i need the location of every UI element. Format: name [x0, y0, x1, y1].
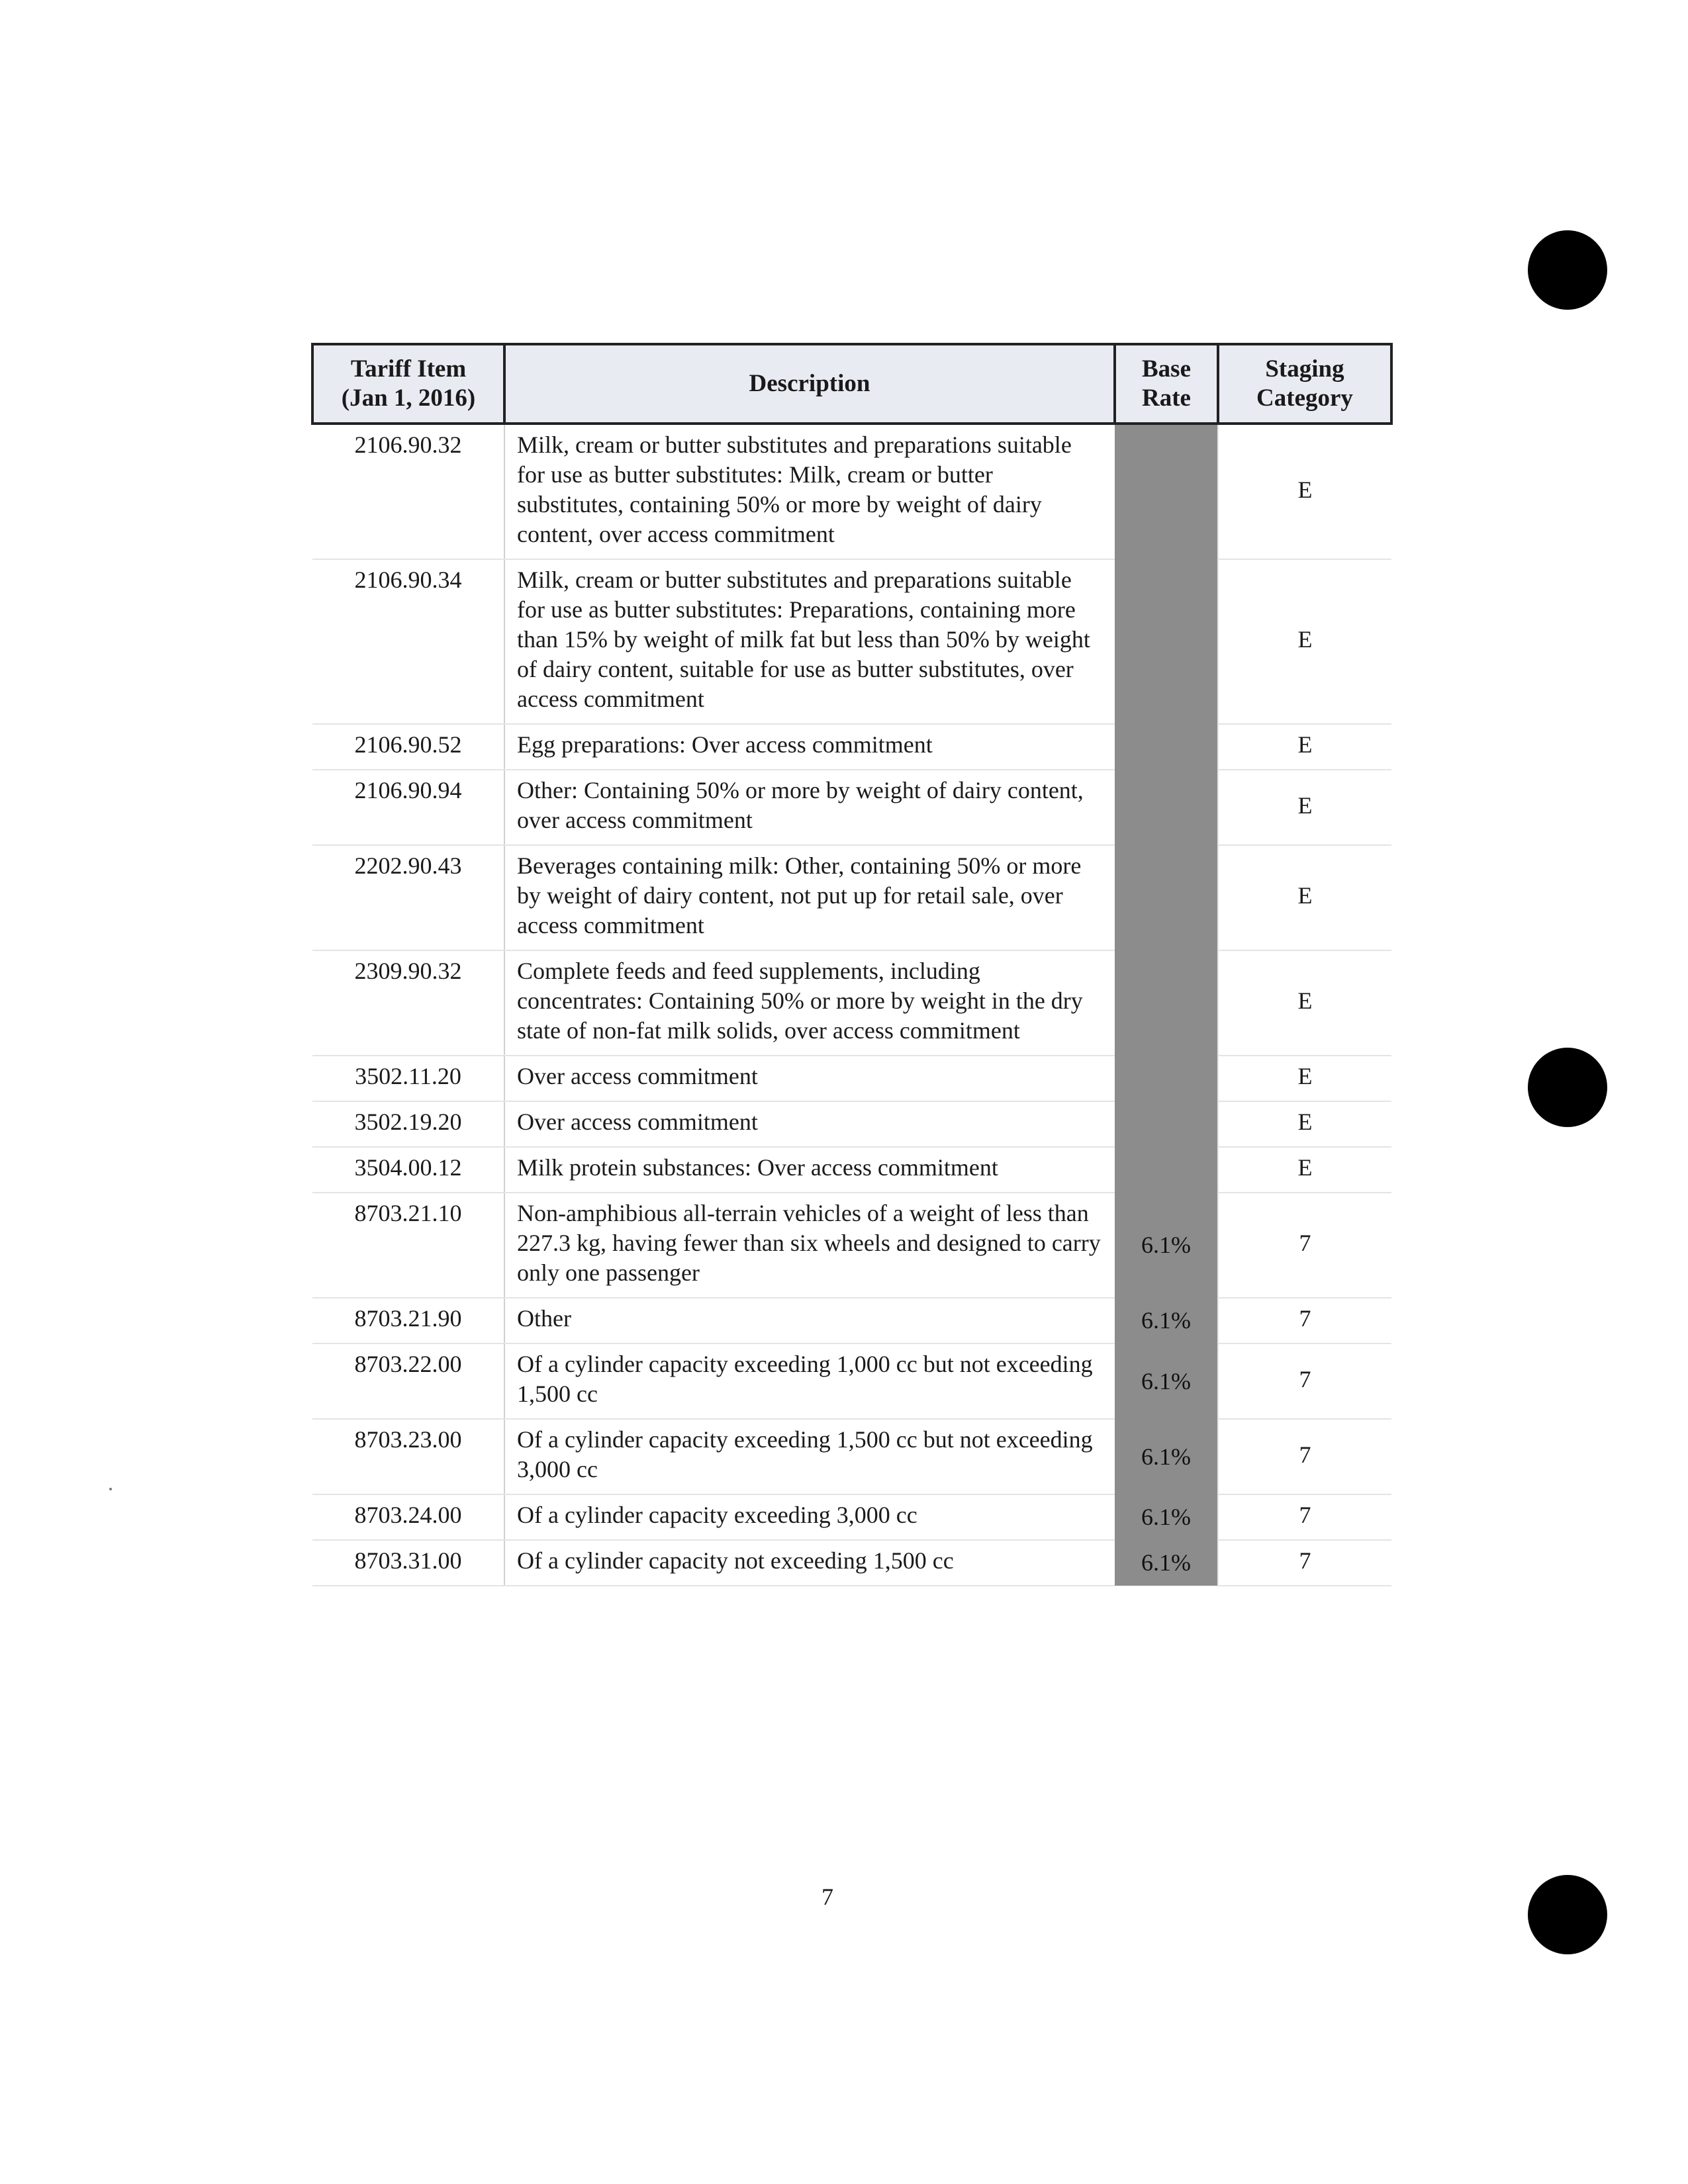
base-rate-cell — [1115, 845, 1218, 950]
table-row — [312, 845, 1391, 950]
description-cell: Non-amphibious all-terrain vehicles of a weight of less than 227.3 kg, having fewer than six wheels and designed to carry only one passenger — [504, 1193, 1115, 1298]
table-row — [312, 424, 1391, 559]
table-row — [312, 950, 1391, 1056]
description-cell: Complete feeds and feed supplements, including concentrates: Containing 50% or more by weight in the dry state of non-fat milk solids, over access commitment — [504, 950, 1115, 1056]
base-rate-cell — [1115, 424, 1218, 559]
base-rate-cell: 6.1% — [1115, 1193, 1218, 1298]
base-rate-cell: 6.1% — [1115, 1419, 1218, 1494]
header-tariff-item: Tariff Item (Jan 1, 2016) — [312, 344, 504, 424]
scan-speck — [109, 1488, 112, 1490]
tariff-item-cell: 8703.24.00 — [312, 1494, 504, 1540]
tariff-item-cell: 2106.90.32 — [312, 424, 504, 559]
description-cell: Milk protein substances: Over access commitment — [504, 1147, 1115, 1193]
staging-category-cell: 7 — [1218, 1193, 1391, 1298]
table-row — [312, 1540, 1391, 1586]
staging-category-cell: E — [1218, 559, 1391, 724]
staging-category-cell: E — [1218, 1056, 1391, 1101]
description-cell: Milk, cream or butter substitutes and preparations suitable for use as butter substitutes: Preparations, containing more than 15% by weight of milk fat but less than 50% by weight of dairy content, suitable for use as butter substitutes, over access commitment — [504, 559, 1115, 724]
header-base-rate: Base Rate — [1115, 344, 1218, 424]
table-row — [312, 1419, 1391, 1494]
staging-category-cell: E — [1218, 845, 1391, 950]
tariff-item-cell: 2202.90.43 — [312, 845, 504, 950]
table-row — [312, 1298, 1391, 1343]
tariff-item-cell: 8703.22.00 — [312, 1343, 504, 1419]
staging-category-cell: 7 — [1218, 1419, 1391, 1494]
description-cell: Of a cylinder capacity exceeding 1,500 cc but not exceeding 3,000 cc — [504, 1419, 1115, 1494]
description-cell: Beverages containing milk: Other, containing 50% or more by weight of dairy content, not put up for retail sale, over access commitment — [504, 845, 1115, 950]
table-header — [312, 344, 1391, 424]
tariff-item-cell: 8703.21.90 — [312, 1298, 504, 1343]
tariff-item-cell: 8703.21.10 — [312, 1193, 504, 1298]
description-cell: Other: Containing 50% or more by weight of dairy content, over access commitment — [504, 770, 1115, 845]
tariff-item-cell: 2106.90.34 — [312, 559, 504, 724]
tariff-item-cell: 8703.23.00 — [312, 1419, 504, 1494]
description-cell: Over access commitment — [504, 1056, 1115, 1101]
base-rate-cell — [1115, 1056, 1218, 1101]
description-cell: Of a cylinder capacity exceeding 1,000 cc but not exceeding 1,500 cc — [504, 1343, 1115, 1419]
tariff-item-cell: 2309.90.32 — [312, 950, 504, 1056]
staging-category-cell: E — [1218, 724, 1391, 770]
tariff-item-cell: 3504.00.12 — [312, 1147, 504, 1193]
tariff-item-cell: 2106.90.52 — [312, 724, 504, 770]
table-row — [312, 770, 1391, 845]
base-rate-cell: 6.1% — [1115, 1540, 1218, 1586]
description-cell: Over access commitment — [504, 1101, 1115, 1147]
base-rate-cell: 6.1% — [1115, 1494, 1218, 1540]
staging-category-cell: E — [1218, 770, 1391, 845]
table-row — [312, 559, 1391, 724]
staging-category-cell: E — [1218, 950, 1391, 1056]
base-rate-cell — [1115, 1101, 1218, 1147]
staging-category-cell: 7 — [1218, 1540, 1391, 1586]
tariff-item-cell: 8703.31.00 — [312, 1540, 504, 1586]
table-row — [312, 1494, 1391, 1540]
table-row — [312, 1343, 1391, 1419]
punch-hole — [1528, 1048, 1607, 1127]
description-cell: Of a cylinder capacity not exceeding 1,500 cc — [504, 1540, 1115, 1586]
staging-category-cell: E — [1218, 1101, 1391, 1147]
description-cell: Of a cylinder capacity exceeding 3,000 cc — [504, 1494, 1115, 1540]
base-rate-cell — [1115, 559, 1218, 724]
staging-category-cell: E — [1218, 424, 1391, 559]
description-cell: Milk, cream or butter substitutes and preparations suitable for use as butter substitutes: Milk, cream or butter substitutes, containing 50% or more by weight of dairy content, over access commitment — [504, 424, 1115, 559]
base-rate-cell — [1115, 770, 1218, 845]
base-rate-cell: 6.1% — [1115, 1343, 1218, 1419]
staging-category-cell: 7 — [1218, 1494, 1391, 1540]
table-row — [312, 1147, 1391, 1193]
table-row — [312, 1101, 1391, 1147]
table-body — [312, 424, 1391, 1586]
header-staging-category: Staging Category — [1218, 344, 1391, 424]
punch-hole — [1528, 1875, 1607, 1954]
base-rate-cell — [1115, 1147, 1218, 1193]
table-row — [312, 724, 1391, 770]
tariff-item-cell: 3502.19.20 — [312, 1101, 504, 1147]
description-cell: Egg preparations: Over access commitment — [504, 724, 1115, 770]
base-rate-cell — [1115, 724, 1218, 770]
staging-category-cell: E — [1218, 1147, 1391, 1193]
staging-category-cell: 7 — [1218, 1343, 1391, 1419]
base-rate-cell: 6.1% — [1115, 1298, 1218, 1343]
tariff-item-cell: 3502.11.20 — [312, 1056, 504, 1101]
table-row — [312, 1056, 1391, 1101]
page-number: 7 — [821, 1884, 833, 1910]
staging-category-cell: 7 — [1218, 1298, 1391, 1343]
tariff-table — [311, 343, 1393, 1586]
table-row — [312, 1193, 1391, 1298]
description-cell: Other — [504, 1298, 1115, 1343]
base-rate-cell — [1115, 950, 1218, 1056]
punch-hole — [1528, 230, 1607, 310]
tariff-item-cell: 2106.90.94 — [312, 770, 504, 845]
header-description: Description — [504, 344, 1115, 424]
